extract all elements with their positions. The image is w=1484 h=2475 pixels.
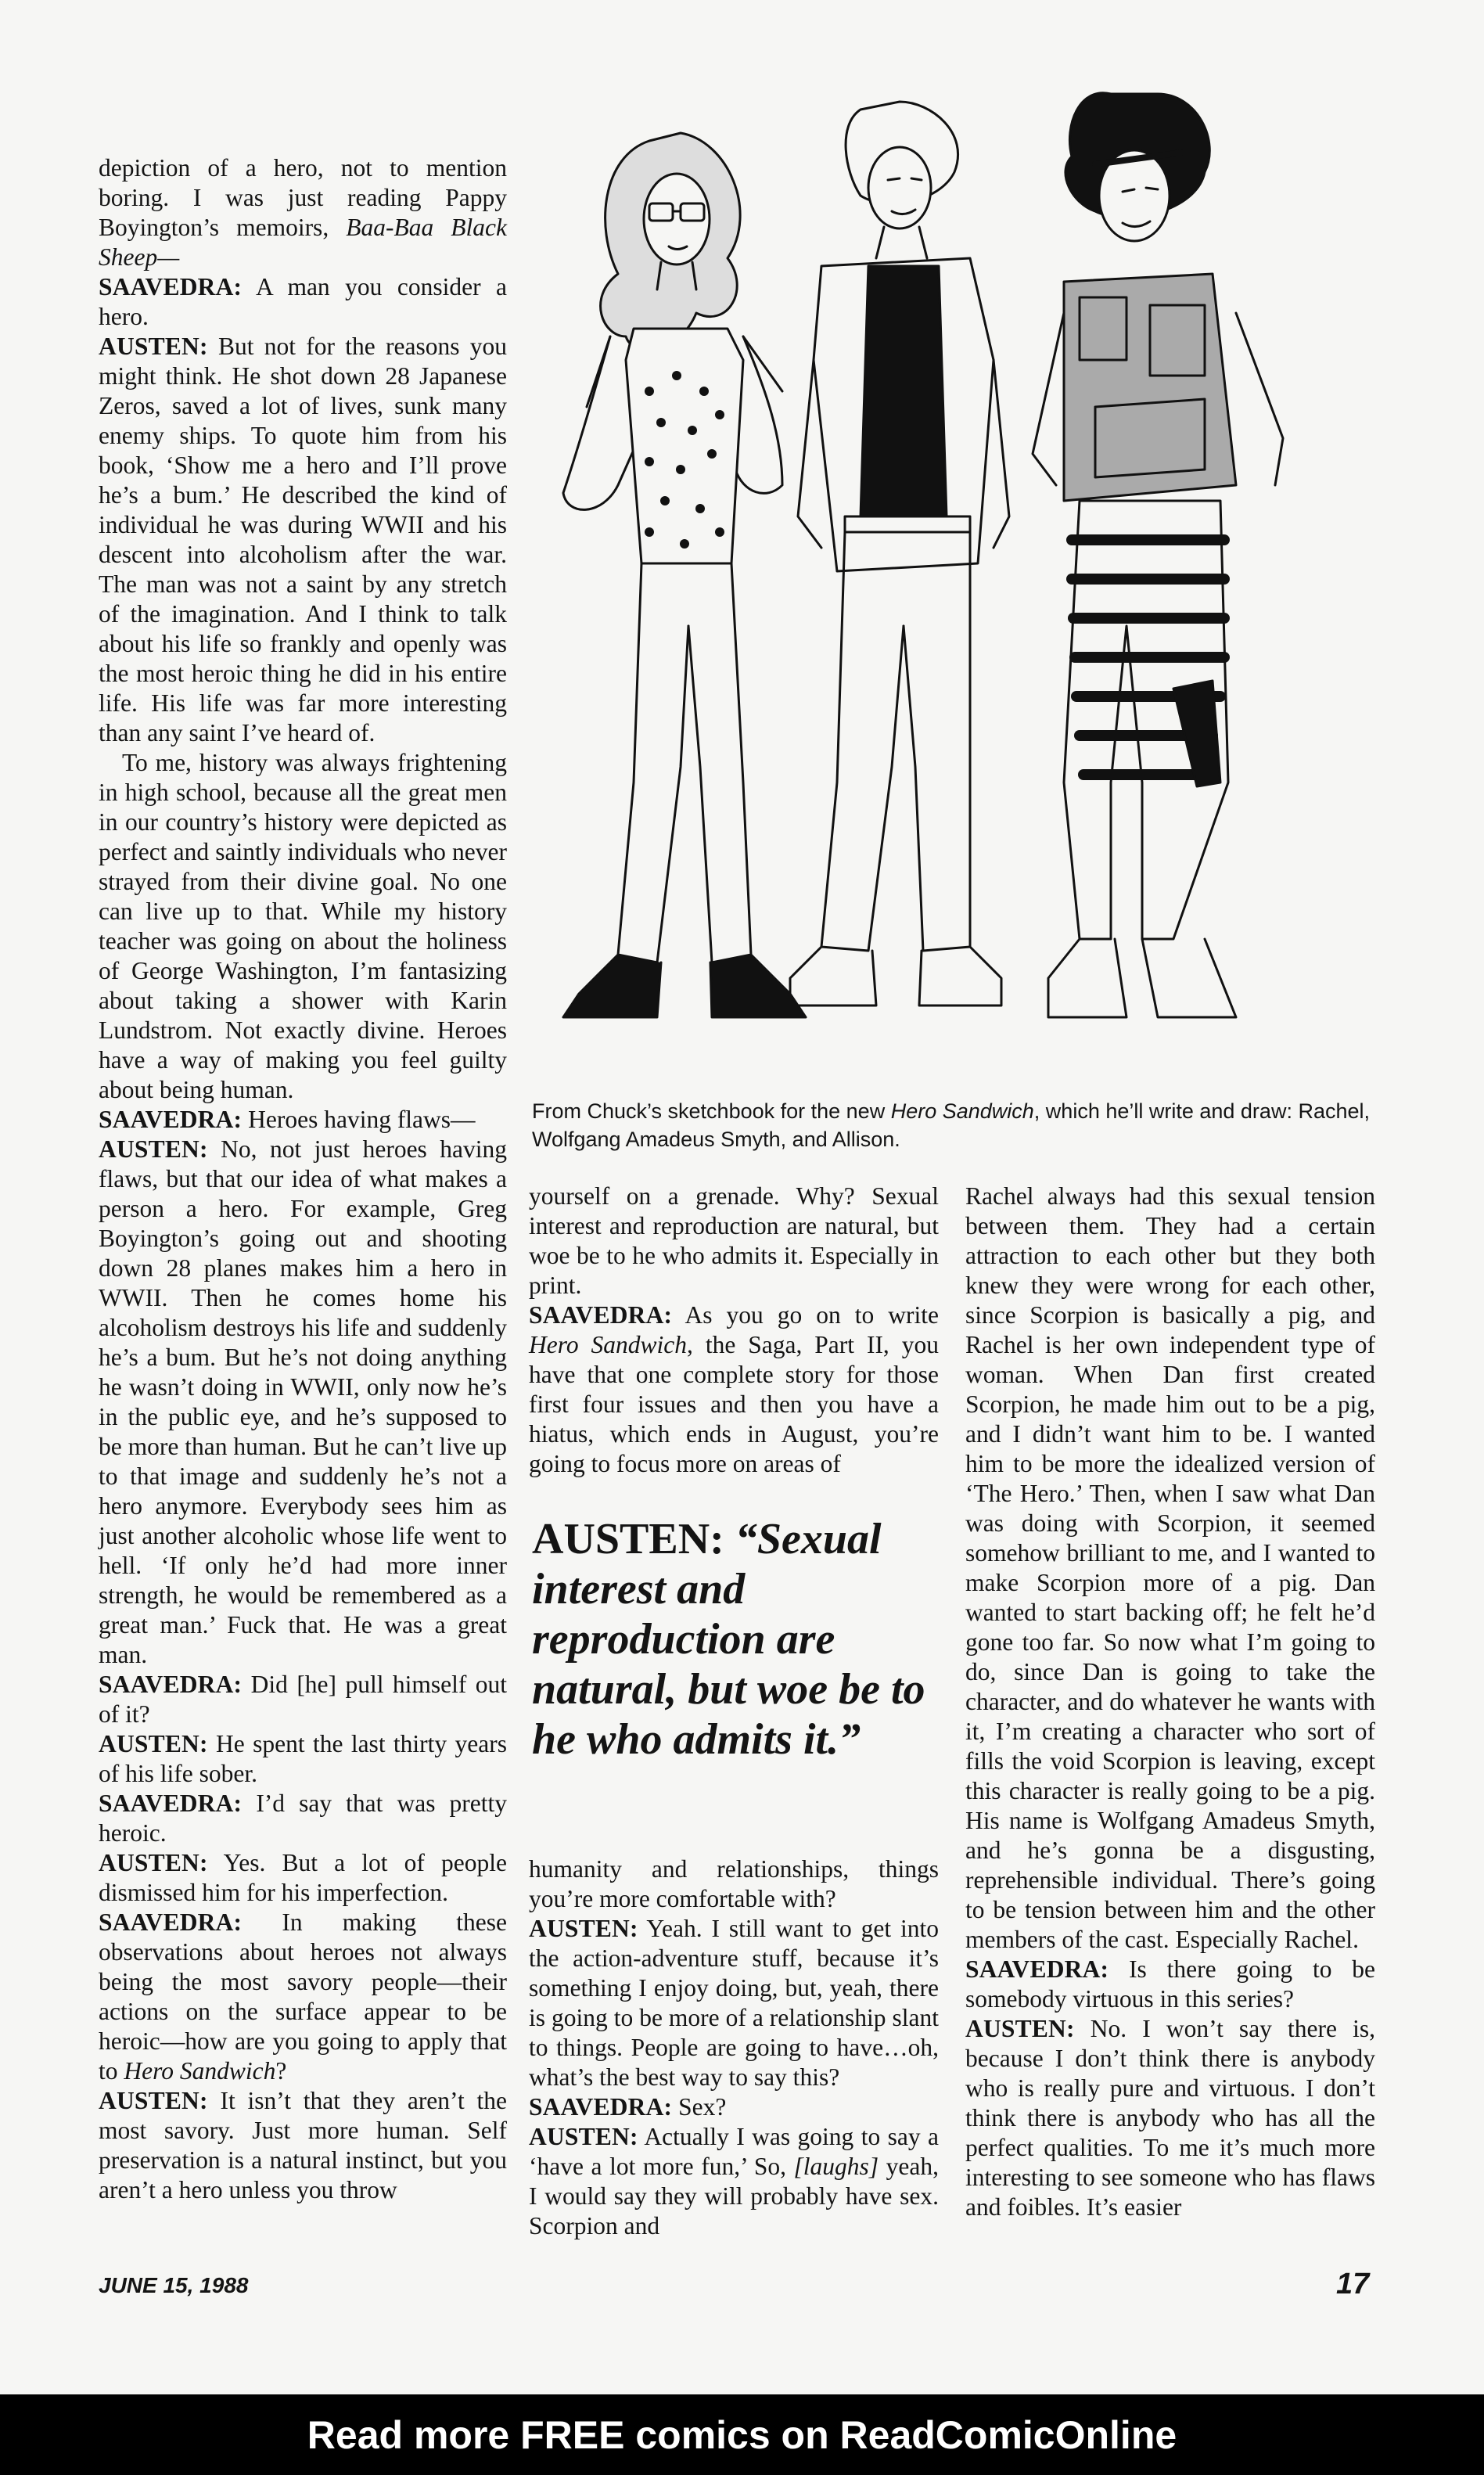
speaker-label: SAAVEDRA:: [99, 1908, 243, 1936]
article-paragraph: [529, 1854, 939, 1914]
paragraph-text: I’d say that was pretty heroic.: [99, 1790, 507, 1847]
paragraph-text: No, not just heroes having flaws, but that our idea of what makes a person a hero. For example, Greg Boyington’s going out and shooting down 28 planes makes him a hero in WWII. Then he comes home his alcoholism destroys his life and suddenly he’s a bum. But he’s not doing anything he wasn’t doing in WWII, only now he’s in the public eye, and he’s supposed to be more than human. But he can’t live up to that image and suddenly he’s not a hero anymore. Everybody sees him as just another alcoholic whose life went to hell. ‘If only he’d had more inner strength, he would be remembered as a great man.’ Fuck that. He was a great man.: [99, 1135, 507, 1668]
caption-title: Hero Sandwich: [890, 1099, 1034, 1123]
article-paragraph: [99, 332, 507, 748]
article-column-3: [965, 1182, 1375, 2222]
paragraph-text-after: ?: [275, 2057, 287, 2085]
article-paragraph: [99, 1670, 507, 1729]
paragraph-text: But not for the reasons you might think. He shot down 28 Japanese Zeros, saved a lot of lives, sunk many enemy ships. To quote him from his book, ‘Show me a hero and I’ll prove he’s a bum.’ He described the kind of individual he was during WWII and his descent into alcoholism after the war. The man was not a saint by any stretch of the imagination. And I think to talk about his life so frankly and openly was the most heroic thing he did in his entire life. His life was far more interesting than any saint I’ve heard of.: [99, 333, 507, 746]
speaker-label: AUSTEN:: [529, 1915, 638, 1942]
speaker-label: SAAVEDRA:: [99, 1106, 243, 1133]
article-paragraph: [529, 2092, 939, 2122]
article-column-2-top: [529, 1182, 939, 1479]
sketch-drawing: [532, 78, 1377, 1064]
article-paragraph: [99, 1729, 507, 1789]
character-sketch-illustration: [532, 78, 1377, 1064]
article-paragraph: [529, 1914, 939, 2092]
article-paragraph: [99, 1908, 507, 2086]
paragraph-text: Is there going to be somebody virtuous in this series?: [965, 1955, 1375, 2013]
promo-banner-text[interactable]: Read more FREE comics on ReadComicOnline: [307, 2412, 1177, 2457]
paragraph-text: He spent the last thirty years of his life sober.: [99, 1730, 507, 1787]
paragraph-text: depiction of a hero, not to mention boring. I was just reading Pappy Boyington’s memoirs,: [99, 154, 507, 241]
article-paragraph: [529, 2122, 939, 2241]
speaker-label: SAAVEDRA:: [529, 1301, 673, 1329]
speaker-label: SAAVEDRA:: [99, 1790, 243, 1817]
illustration-caption: [532, 1097, 1392, 1153]
page-number: 17: [1336, 2268, 1370, 2301]
speaker-label: AUSTEN:: [99, 1849, 208, 1876]
paragraph-text: As you go on to write: [672, 1301, 939, 1329]
speaker-label: SAAVEDRA:: [529, 2093, 673, 2121]
article-paragraph: [529, 1182, 939, 1300]
paragraph-text-after: , the Saga, Part II, you have that one complete story for those first four issues and then you have a hiatus, which ends in August, you’re going to focus more on areas of: [529, 1331, 939, 1477]
article-paragraph: [529, 1300, 939, 1479]
paragraph-text: humanity and relationships, things you’re more comfortable with?: [529, 1855, 939, 1912]
article-paragraph: [99, 153, 507, 272]
article-paragraph: [99, 1789, 507, 1848]
promo-banner[interactable]: [0, 2394, 1484, 2475]
paragraph-text-after: yeah, I would say they will probably have sex. Scorpion and: [529, 2153, 939, 2239]
paragraph-text: Actually I was going to say a ‘have a lot more fun,’ So,: [529, 2123, 939, 2180]
paragraph-text: To me, history was always frightening in high school, because all the great men in our country’s history were depicted as perfect and saintly individuals who never strayed from their divine goal. No one can live up to that. While my history teacher was going on about the holiness of George Washington, I’m fantasizing about taking a shower with Karin Lundstrom. Not exactly divine. Heroes have a way of making you feel guilty about being human.: [99, 749, 507, 1103]
pull-quote-text: “Sexual interest and reproduction are natural, but woe be to he who admits it.”: [532, 1515, 925, 1764]
italic-text: [laughs]: [793, 2153, 879, 2180]
pull-quote-speaker: AUSTEN:: [532, 1515, 735, 1563]
speaker-label: AUSTEN:: [965, 2015, 1075, 2042]
speaker-label: AUSTEN:: [99, 333, 208, 360]
article-paragraph: [965, 1182, 1375, 1955]
speaker-label: SAAVEDRA:: [99, 1671, 243, 1698]
speaker-label: AUSTEN:: [99, 1135, 208, 1163]
paragraph-text: Yes. But a lot of people dismissed him for his imperfection.: [99, 1849, 507, 1906]
paragraph-text: Did [he] pull himself out of it?: [99, 1671, 507, 1728]
paragraph-text: Yeah. I still want to get into the action-adventure stuff, because it’s something I enjoy doing, but, yeah, there is going to be more of a relationship slant to things. People are going to have…oh, what’s the best way to say this?: [529, 1915, 939, 2091]
caption-text-post: , which he’ll write and draw: Rachel, Wolfgang Amadeus Smyth, and Allison.: [532, 1099, 1370, 1151]
speaker-label: AUSTEN:: [529, 2123, 638, 2150]
italic-text: Baa-Baa Black Sheep—: [99, 214, 507, 271]
pull-quote: [532, 1514, 939, 1765]
paragraph-text: In making these observations about heroes not always being the most savory people—their actions on the surface appear to be heroic—how are you going to apply that to: [99, 1908, 507, 2085]
speaker-label: SAAVEDRA:: [965, 1955, 1109, 1983]
article-paragraph: [99, 2086, 507, 2205]
paragraph-text: Heroes having flaws—: [242, 1106, 476, 1133]
article-column-1: [99, 153, 507, 2205]
article-paragraph: [99, 272, 507, 332]
paragraph-text: No. I won’t say there is, because I don’t think there is anybody who is really pure and virtuous. I don’t think there is anybody who has all the perfect qualities. To me it’s much more interesting to see someone who has flaws and foibles. It’s easier: [965, 2015, 1375, 2221]
paragraph-text: It isn’t that they aren’t the most savory. Just more human. Self preservation is a natural instinct, but you aren’t a hero unless you throw: [99, 2087, 507, 2203]
italic-text: Hero Sandwich: [124, 2057, 276, 2085]
article-column-2-bottom: [529, 1854, 939, 2241]
paragraph-text: yourself on a grenade. Why? Sexual interest and reproduction are natural, but woe be to he who admits it. Especially in print.: [529, 1182, 939, 1299]
article-paragraph: [965, 2014, 1375, 2222]
paragraph-text: Rachel always had this sexual tension between them. They had a certain attraction to each other but they both knew they were wrong for each other, since Scorpion is basically a pig, and Rachel is her own independent type of woman. When Dan first created Scorpion, he made him out to be a pig, and I didn’t want him to be. I wanted him to be more the idealized version of ‘The Hero.’ Then, when I saw what Dan was doing with Scorpion, it seemed somehow brilliant to me, and I wanted to make Scorpion more of a pig. Dan wanted to start backing off; he felt he’d gone too far. So now what I’m going to do, since Dan is going to take the character, and do whatever he wants with it, I’m creating a character who sort of fills the void Scorpion is leaving, except this character is really going to be a pig. His name is Wolfgang Amadeus Smyth, and he’s gonna be a disgusting, reprehensible individual. There’s going to be tension between him and the other members of the cast. Especially Rachel.: [965, 1182, 1375, 1953]
speaker-label: AUSTEN:: [99, 2087, 208, 2114]
speaker-label: SAAVEDRA:: [99, 273, 243, 300]
paragraph-text: Sex?: [672, 2093, 727, 2121]
speaker-label: AUSTEN:: [99, 1730, 208, 1757]
issue-date: JUNE 15, 1988: [99, 2273, 249, 2297]
caption-text-pre: From Chuck’s sketchbook for the new: [532, 1099, 891, 1123]
article-paragraph: [99, 1848, 507, 1908]
article-paragraph: [99, 748, 507, 1105]
article-paragraph: [99, 1135, 507, 1670]
paragraph-text: A man you consider a hero.: [99, 273, 507, 330]
italic-text: Hero Sandwich: [529, 1331, 687, 1358]
article-paragraph: [965, 1955, 1375, 2014]
article-paragraph: [99, 1105, 507, 1135]
